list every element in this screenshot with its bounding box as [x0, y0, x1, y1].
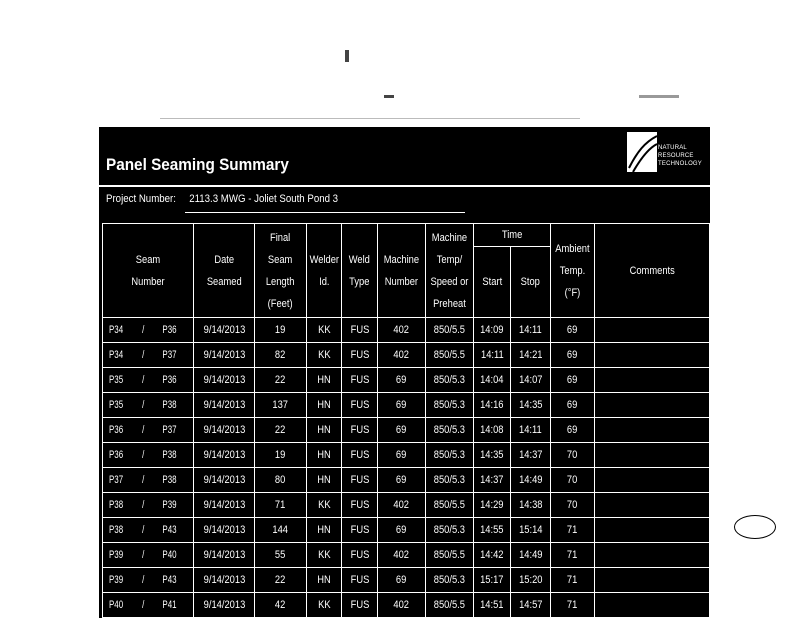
cell-length: 22 — [255, 418, 306, 443]
scan-speck — [160, 118, 580, 119]
cell-start: 14:42 — [473, 543, 511, 568]
cell-length: 82 — [255, 343, 306, 368]
cell-start: 14:55 — [473, 518, 511, 543]
cell-seam: P34 / P37 — [103, 343, 194, 368]
cell-length: 80 — [255, 468, 306, 493]
cell-length: 22 — [255, 568, 306, 593]
cell-ambient: 70 — [550, 493, 594, 518]
cell-stop: 14:38 — [511, 493, 551, 518]
cell-comments — [594, 493, 709, 518]
cell-start: 15:17 — [473, 568, 511, 593]
project-number-label: Project Number: — [106, 193, 176, 205]
cell-date: 9/14/2013 — [194, 343, 255, 368]
cell-machine: 69 — [377, 393, 425, 418]
cell-stop: 14:49 — [511, 543, 551, 568]
cell-stop: 14:35 — [511, 393, 551, 418]
cell-comments — [594, 443, 709, 468]
cell-stop: 14:21 — [511, 343, 551, 368]
table-row — [103, 318, 710, 343]
scan-speck — [345, 50, 349, 62]
cell-ambient: 69 — [550, 393, 594, 418]
cell-weld-type: FUS — [342, 443, 378, 468]
cell-ambient: 69 — [550, 343, 594, 368]
cell-stop: 15:14 — [511, 518, 551, 543]
cell-seam: P38 / P43 — [103, 518, 194, 543]
header-date-seamed: Date Seamed — [194, 224, 255, 318]
cell-temp-speed: 850/5.3 — [425, 443, 473, 468]
cell-ambient: 69 — [550, 368, 594, 393]
header-machine-temp: Machine Temp/ Speed or Preheat — [425, 224, 473, 318]
header-ambient-temp: Ambient Temp. (°F) — [550, 224, 594, 318]
cell-ambient: 70 — [550, 468, 594, 493]
scan-oval-mark — [734, 515, 776, 539]
cell-start: 14:16 — [473, 393, 511, 418]
cell-date: 9/14/2013 — [194, 418, 255, 443]
cell-start: 14:37 — [473, 468, 511, 493]
cell-length: 19 — [255, 318, 306, 343]
cell-machine: 69 — [377, 418, 425, 443]
cell-stop: 14:11 — [511, 318, 551, 343]
table-row — [103, 568, 710, 593]
cell-weld-type: FUS — [342, 493, 378, 518]
cell-machine: 69 — [377, 518, 425, 543]
cell-machine: 402 — [377, 493, 425, 518]
header-time: Time — [473, 224, 550, 247]
cell-length: 55 — [255, 543, 306, 568]
project-underline — [185, 212, 465, 213]
cell-stop: 14:49 — [511, 468, 551, 493]
cell-weld-type: FUS — [342, 343, 378, 368]
logo-line: TECHNOLOGY — [658, 161, 703, 167]
cell-start: 14:09 — [473, 318, 511, 343]
logo-line: NATURAL — [658, 145, 687, 151]
cell-temp-speed: 850/5.3 — [425, 418, 473, 443]
header-start: Start — [473, 247, 511, 318]
table-row — [103, 418, 710, 443]
table-row — [103, 493, 710, 518]
header-welder-id: Welder Id. — [306, 224, 342, 318]
cell-welder: HN — [306, 443, 342, 468]
cell-comments — [594, 543, 709, 568]
cell-comments — [594, 593, 709, 618]
cell-weld-type: FUS — [342, 318, 378, 343]
cell-length: 144 — [255, 518, 306, 543]
table-row — [103, 468, 710, 493]
cell-comments — [594, 568, 709, 593]
cell-weld-type: FUS — [342, 518, 378, 543]
company-logo — [627, 132, 707, 178]
seaming-table — [102, 223, 710, 618]
logo-swoosh-icon — [627, 132, 657, 172]
cell-machine: 69 — [377, 568, 425, 593]
cell-comments — [594, 518, 709, 543]
cell-temp-speed: 850/5.5 — [425, 343, 473, 368]
header-comments: Comments — [594, 224, 709, 318]
cell-ambient: 71 — [550, 593, 594, 618]
table-row — [103, 343, 710, 368]
table-row — [103, 518, 710, 543]
cell-machine: 402 — [377, 543, 425, 568]
header-machine-number: Machine Number — [377, 224, 425, 318]
cell-date: 9/14/2013 — [194, 518, 255, 543]
cell-welder: KK — [306, 593, 342, 618]
cell-stop: 14:07 — [511, 368, 551, 393]
table-row — [103, 593, 710, 618]
cell-seam: P35 / P38 — [103, 393, 194, 418]
cell-seam: P36 / P38 — [103, 443, 194, 468]
cell-ambient: 69 — [550, 418, 594, 443]
cell-welder: HN — [306, 568, 342, 593]
cell-date: 9/14/2013 — [194, 393, 255, 418]
cell-length: 71 — [255, 493, 306, 518]
logo-line: RESOURCE — [658, 153, 694, 159]
cell-comments — [594, 468, 709, 493]
cell-comments — [594, 418, 709, 443]
cell-machine: 69 — [377, 443, 425, 468]
header-weld-type: Weld Type — [342, 224, 378, 318]
cell-temp-speed: 850/5.5 — [425, 593, 473, 618]
cell-date: 9/14/2013 — [194, 493, 255, 518]
cell-seam: P40 / P41 — [103, 593, 194, 618]
cell-welder: HN — [306, 468, 342, 493]
project-number-row — [106, 193, 338, 205]
cell-stop: 14:57 — [511, 593, 551, 618]
cell-seam: P38 / P39 — [103, 493, 194, 518]
table-row — [103, 368, 710, 393]
cell-temp-speed: 850/5.3 — [425, 368, 473, 393]
cell-machine: 69 — [377, 468, 425, 493]
cell-machine: 402 — [377, 318, 425, 343]
cell-welder: HN — [306, 418, 342, 443]
cell-ambient: 70 — [550, 443, 594, 468]
cell-ambient: 69 — [550, 318, 594, 343]
table-row — [103, 543, 710, 568]
cell-ambient: 71 — [550, 543, 594, 568]
page-title: Panel Seaming Summary — [106, 155, 289, 174]
cell-stop: 14:11 — [511, 418, 551, 443]
cell-seam: P35 / P36 — [103, 368, 194, 393]
panel-seaming-summary-sheet — [99, 127, 710, 618]
cell-weld-type: FUS — [342, 568, 378, 593]
cell-welder: HN — [306, 518, 342, 543]
cell-start: 14:11 — [473, 343, 511, 368]
cell-seam: P39 / P40 — [103, 543, 194, 568]
cell-weld-type: FUS — [342, 393, 378, 418]
cell-welder: HN — [306, 393, 342, 418]
cell-start: 14:35 — [473, 443, 511, 468]
cell-date: 9/14/2013 — [194, 318, 255, 343]
header-seam-number: Seam Number — [103, 224, 194, 318]
cell-comments — [594, 393, 709, 418]
cell-comments — [594, 343, 709, 368]
cell-weld-type: FUS — [342, 468, 378, 493]
cell-date: 9/14/2013 — [194, 443, 255, 468]
cell-weld-type: FUS — [342, 368, 378, 393]
logo-wordmark — [658, 144, 702, 168]
cell-welder: HN — [306, 368, 342, 393]
cell-start: 14:04 — [473, 368, 511, 393]
title-divider — [99, 185, 710, 187]
cell-machine: 402 — [377, 593, 425, 618]
cell-temp-speed: 850/5.5 — [425, 543, 473, 568]
cell-weld-type: FUS — [342, 543, 378, 568]
cell-length: 42 — [255, 593, 306, 618]
cell-seam: P37 / P38 — [103, 468, 194, 493]
cell-machine: 69 — [377, 368, 425, 393]
cell-weld-type: FUS — [342, 593, 378, 618]
cell-seam: P36 / P37 — [103, 418, 194, 443]
cell-seam: P34 / P36 — [103, 318, 194, 343]
cell-stop: 14:37 — [511, 443, 551, 468]
cell-seam: P39 / P43 — [103, 568, 194, 593]
scan-speck — [639, 95, 679, 98]
cell-date: 9/14/2013 — [194, 593, 255, 618]
cell-date: 9/14/2013 — [194, 368, 255, 393]
header-final-seam-length: Final Seam Length (Feet) — [255, 224, 306, 318]
cell-temp-speed: 850/5.3 — [425, 568, 473, 593]
cell-temp-speed: 850/5.3 — [425, 518, 473, 543]
cell-temp-speed: 850/5.3 — [425, 393, 473, 418]
cell-start: 14:08 — [473, 418, 511, 443]
scan-speck — [384, 95, 394, 98]
cell-length: 19 — [255, 443, 306, 468]
cell-ambient: 71 — [550, 518, 594, 543]
cell-start: 14:29 — [473, 493, 511, 518]
header-stop: Stop — [511, 247, 551, 318]
cell-date: 9/14/2013 — [194, 543, 255, 568]
table-row — [103, 393, 710, 418]
cell-temp-speed: 850/5.3 — [425, 468, 473, 493]
cell-ambient: 71 — [550, 568, 594, 593]
project-number-value: 2113.3 MWG - Joliet South Pond 3 — [189, 193, 339, 205]
cell-start: 14:51 — [473, 593, 511, 618]
table-row — [103, 443, 710, 468]
cell-machine: 402 — [377, 343, 425, 368]
cell-comments — [594, 318, 709, 343]
cell-welder: KK — [306, 343, 342, 368]
cell-welder: KK — [306, 493, 342, 518]
cell-length: 22 — [255, 368, 306, 393]
cell-date: 9/14/2013 — [194, 568, 255, 593]
cell-stop: 15:20 — [511, 568, 551, 593]
cell-temp-speed: 850/5.5 — [425, 493, 473, 518]
cell-length: 137 — [255, 393, 306, 418]
cell-comments — [594, 368, 709, 393]
cell-welder: KK — [306, 543, 342, 568]
cell-temp-speed: 850/5.5 — [425, 318, 473, 343]
cell-welder: KK — [306, 318, 342, 343]
cell-date: 9/14/2013 — [194, 468, 255, 493]
cell-weld-type: FUS — [342, 418, 378, 443]
